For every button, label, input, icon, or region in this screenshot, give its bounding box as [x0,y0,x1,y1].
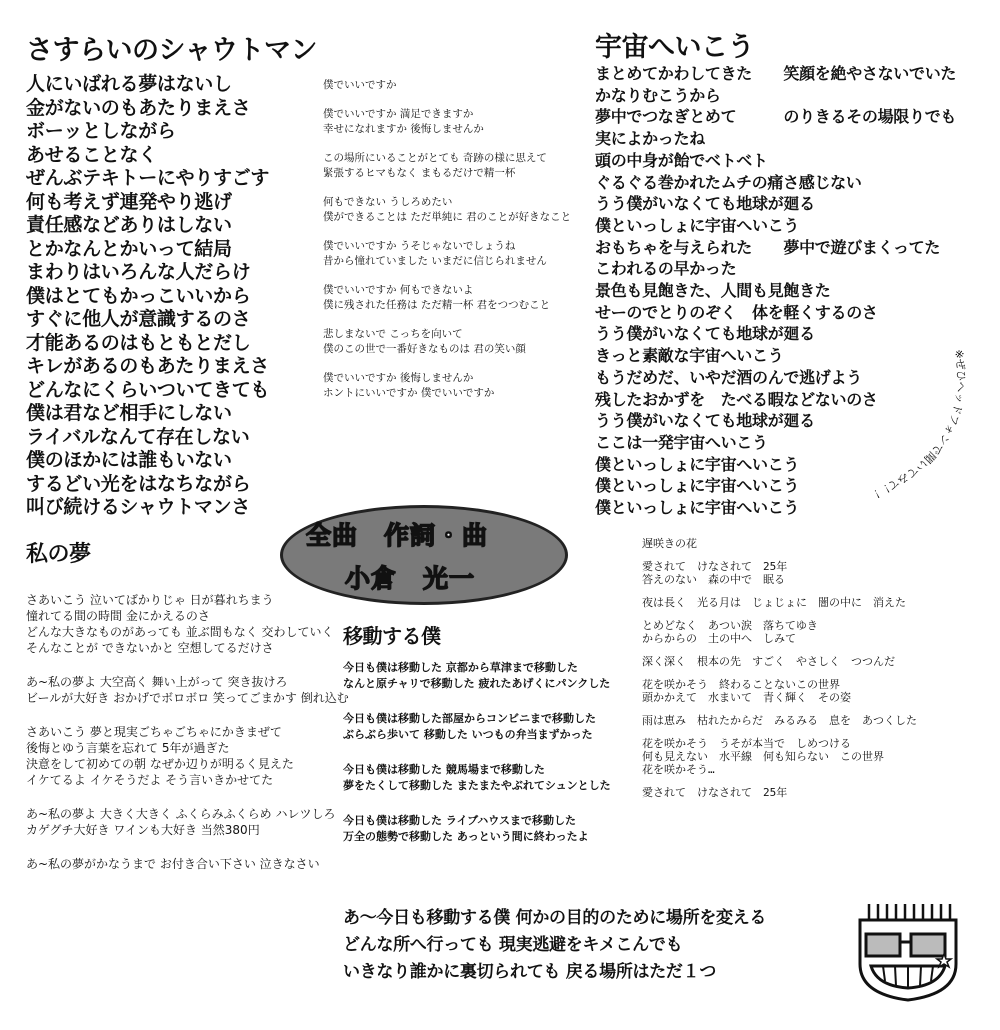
lyric-line: 頭かかえて 水まいて 青く輝く その姿 [642,691,851,704]
svg-text:※ぜひヘッドフォンで聞いてみて！！ [866,349,967,503]
lyric-line: ぐるぐる巻かれたムチの痛さ感じない [595,172,862,192]
lyric-line: きっと素敵な宇宙へいこう [595,346,784,366]
lyric-line: 憧れてる間の時間 金にかえるのさ [26,609,210,623]
lyric-line: 僕でいいですか [323,79,397,91]
lyric-line: ボーッとしながら [26,120,176,142]
stanza-gap [642,704,917,714]
lyric-line: 幸せになれますか 後悔しませんか [323,123,484,135]
lyric-line: なんと原チャリで移動した 疲れたあげくにパンクした [343,676,611,690]
lyric-line: 万全の態勢で移動した あっという間に終わったよ [343,829,589,843]
lyric-line: 緊張するヒマもなく まもるだけで精一杯 [323,167,516,179]
lyric-line: とかなんとかいって結局 [26,237,232,260]
lyric-line: 景色も見飽きた、人間も見飽きた [595,281,831,301]
lyric-line: あ~私の夢がかなうまで お付き合い下さい 泣きなさい [26,857,320,871]
stanza-gap [343,742,611,762]
stanza-gap [323,181,571,195]
lyric-line: かなりむこうから [595,85,721,105]
lyric-line: せーのでとりのぞく 体を軽くするのさ [595,302,878,322]
lyric-line: 花を咲かそう うそが本当で しめつける [642,737,851,750]
stanza-gap [642,727,917,737]
lyric-line: 才能あるのはもともとだし [26,331,251,354]
lyric-line: あ~私の夢よ 大空高く 舞い上がって 突き抜けろ [26,675,288,689]
lyric-line: 今日も僕は移動した ライブハウスまで移動した [343,814,576,827]
lyric-line: いきなり誰かに裏切られても 戻る場所はただ１つ [343,962,717,982]
lyric-line: 何も見えない 水平線 何も知らない この世界 [642,750,884,763]
lyric-line: 僕は君など相手にしない [26,402,232,424]
lyric-line: 残したおかずを たべる暇などないのさ [595,389,878,409]
lyric-line: うう僕がいなくても地球が廻る [595,324,815,344]
lyric-line: もうだめだ、いやだ酒のんで逃げよう [595,367,862,387]
headphone-side-note [850,345,980,505]
lyric-line: 僕といっしょに宇宙へいこう [595,476,800,496]
stanza-gap [642,645,917,655]
stanza-gap [26,656,349,674]
lyric-line: 僕でいいですか うそじゃないでしょうね [323,240,516,252]
lyric-line: 夢中でつなぎとめて のりきるその場限りでも [595,107,957,127]
lyric-line: 僕ができることは ただ単純に 君のことが好きなこと [323,211,572,223]
lyric-line: ぶらぶら歩いて 移動した いつもの弁当まずかった [343,727,593,741]
song6-lyrics [642,537,917,799]
stanza-gap [642,586,917,596]
lyric-line: うう僕がいなくても地球が廻る [595,194,815,214]
lyric-line: おもちゃを与えられた 夢中で遊びまくってた [595,237,941,257]
lyric-line: すぐに他人が意識するのさ [26,308,251,330]
song5-lyrics [343,660,611,844]
smiling-face-with-glasses-shield-icon [857,902,959,1002]
lyric-line: こわれるの早かった [595,259,737,279]
lyric-line: ぜんぶテキトーにやりすごす [26,167,270,189]
lyric-line: 金がないのもあたりまえさ [26,96,251,119]
lyric-line: 僕でいいですか 満足できますか [323,108,474,120]
stanza-gap [323,313,571,327]
lyric-line: 僕はとてもかっこいいから [26,284,251,307]
lyric-line: 昔から憧れていました いまだに信じられません [323,255,547,267]
song4-lyrics [26,592,349,872]
lyric-line: とめどなく あつい涙 落ちてゆき [642,619,818,632]
stanza-gap [323,137,571,151]
lyric-line: 僕に残された任務は ただ精一杯 君をつつむこと [323,299,551,311]
lyric-line: 僕といっしょに宇宙へいこう [595,215,800,235]
lyric-line: 僕でいいですか 後悔しませんか [323,372,474,384]
lyric-line: あ～今日も移動する僕 何かの目的のために場所を変える [343,908,767,928]
song3-title: 宇宙へいこう [595,32,754,63]
lyric-line: カゲグチ大好き ワインも大好き 当然380円 [26,823,260,837]
lyric-line: 今日も僕は移動した 京都から草津まで移動した [343,661,578,674]
lyric-line: ライバルなんて存在しない [26,425,250,448]
lyric-line: 人にいばれる夢はないし [26,73,232,95]
lyric-line: 愛されて けなされて 25年 [642,786,788,799]
lyric-line: さあいこう 夢と現実ごちゃごちゃにかきまぜて [26,725,282,739]
lyric-line: あせることなく [26,143,157,166]
lyric-line: 何もできない うしろめたい [323,196,453,208]
lyric-line: 後悔とゆう言葉を忘れて 5年が過ぎた [26,741,230,755]
lyric-line: 悲しまないで こっちを向いて [323,328,463,340]
side-note-text: ※ぜひヘッドフォンで聞いてみて！！ [866,348,968,503]
stanza-gap [26,706,349,724]
lyric-line: キレがあるのもあたりまえさ [26,355,269,377]
lyric-line: まとめてかわしてきた 笑顔を絶やさないでいた [595,64,957,83]
lyric-line: 僕のほかには誰もいない [26,449,232,471]
lyric-line: 雨は恵み 枯れたからだ みるみる 息を あつくした [642,714,917,727]
song5-chorus [343,905,766,986]
lyric-line: 実によかったね [595,129,705,149]
lyric-line: 何も考えず連発やり逃げ [26,190,232,213]
stanza-gap [323,225,571,239]
lyric-line: 僕でいいですか 何もできないよ [323,284,474,296]
lyric-line: 決意をして初めての朝 なぜか辺りが明るく見えた [26,757,294,771]
stanza-gap [323,269,571,283]
song5-title: 移動する僕 [343,624,441,648]
lyric-line: 僕といっしょに宇宙へいこう [595,498,800,518]
lyric-line: 深く深く 根本の先 すごく やさしく つつんだ [642,655,895,668]
lyric-line: するどい光をはなちながら [26,472,251,495]
stanza-gap [642,776,917,786]
credit-line2: 小倉 光一 [345,564,476,593]
lyric-line: どんな所へ行っても 現実逃避をキメこんでも [343,935,683,955]
stanza-gap [642,609,917,619]
lyric-line: 花を咲かそう… [642,763,715,776]
lyric-line: そんなことが できないかと 空想してるだけさ [26,641,274,655]
lyric-line: どんな大きなものがあっても 並ぶ間もなく 交わしていく [26,625,334,639]
lyric-line: 花を咲かそう 終わることないこの世界 [642,678,840,691]
song4-title: 私の夢 [26,542,91,567]
lyric-line: まわりはいろんな人だらけ [26,261,251,283]
lyric-line: 今日も僕は移動した 競馬場まで移動した [343,763,545,776]
song1-lyrics [26,73,269,520]
song1-title: さすらいのシャウトマン [26,35,317,66]
lyric-line: 遅咲きの花 [642,537,697,550]
lyric-line: うう僕がいなくても地球が廻る [595,411,815,431]
lyric-line: からからの 土の中へ しみて [642,632,796,645]
lyric-line: 僕のこの世で一番好きなものは 君の笑い顔 [323,343,526,355]
lyric-line: 責任感などありはしない [26,214,232,236]
lyric-line: さあいこう 泣いてばかりじゃ 日が暮れちまう [26,593,274,607]
lyric-line: この場所にいることがとても 奇跡の様に思えて [323,152,547,164]
lyric-line: ここは一発宇宙へいこう [595,432,768,452]
stanza-gap [26,788,349,806]
stanza-gap [323,357,571,371]
song2-lyrics [323,78,571,401]
stanza-gap [26,838,349,856]
stanza-gap [343,691,611,711]
stanza-gap [343,793,611,813]
lyric-line: 僕といっしょに宇宙へいこう [595,454,800,474]
stanza-gap [642,668,917,678]
lyric-line: 叫び続けるシャウトマンさ [26,496,251,518]
lyric-line: 愛されて けなされて 25年 [642,560,788,573]
credit-line1: 全曲 作詞・曲 [306,521,489,550]
lyric-line: ビールが大好き おかげでボロボロ 笑ってごまかす 倒れ込む [26,691,349,705]
lyric-line: どんなにくらいついてきても [26,378,270,401]
lyric-line: 答えのない 森の中で 眠る [642,573,785,586]
stanza-gap [642,550,917,560]
lyric-line: 夜は長く 光る月は じょじょに 闇の中に 消えた [642,596,906,609]
lyric-line: 頭の中身が飴でベトベト [595,150,768,170]
lyric-line: 夢をたくして移動した またまたやぶれてシュンとした [343,778,611,792]
lyric-line: イケてるよ イケそうだよ そう言いきかせてた [26,773,274,787]
lyric-line: あ~私の夢よ 大きく大きく ふくらみふくらめ ハレツしろ [26,807,336,821]
lyric-line: 今日も僕は移動した部屋からコンビニまで移動した [343,712,596,725]
lyric-line: ホントにいいですか 僕でいいですか [323,387,495,399]
stanza-gap [323,93,571,107]
